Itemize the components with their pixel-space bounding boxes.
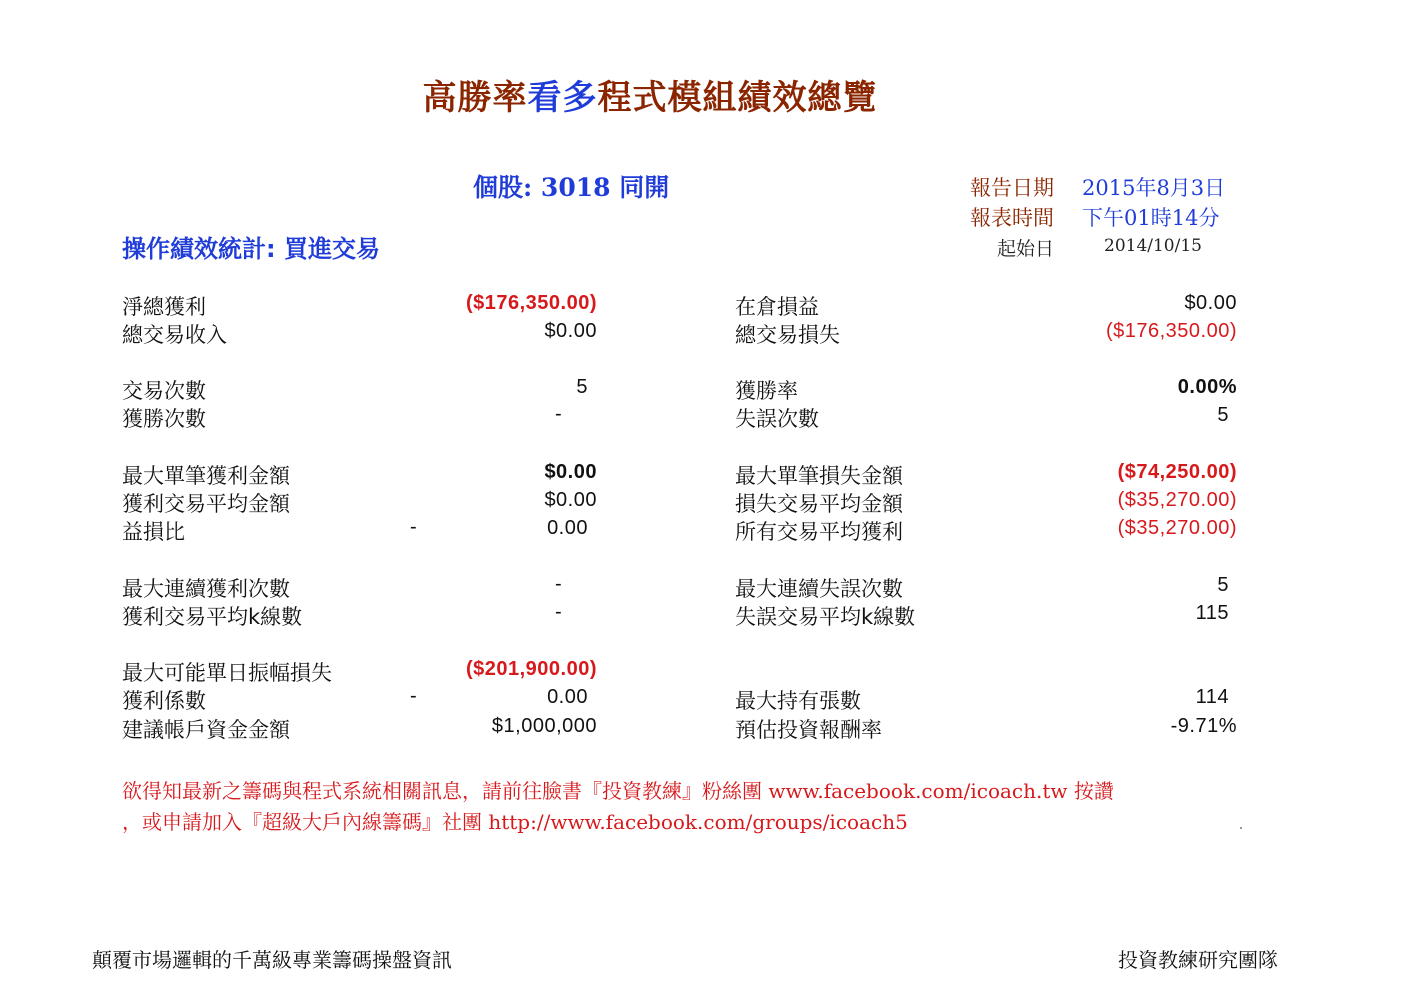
- stat-value-max-single-loss: ($74,250.00): [1117, 461, 1237, 483]
- stat-label-loss-count: 失誤次數: [735, 407, 819, 431]
- stat-label-avg-loss: 損失交易平均金額: [735, 492, 903, 516]
- stat-label-open-pnl: 在倉損益: [735, 295, 819, 319]
- title-part-1: 高勝率: [422, 78, 528, 118]
- stat-prefix-profit-factor: -: [410, 685, 417, 707]
- stat-value-win-rate: 0.00%: [1177, 376, 1237, 398]
- facebook-note-line-2: ，或申請加入『超級大戶內線籌碼』社團 http://www.facebook.com/groups/icoach5: [122, 810, 908, 834]
- stat-value-profit-factor: 0.00: [547, 686, 588, 708]
- stat-label-trade-count: 交易次數: [122, 379, 206, 403]
- stat-label-win-count: 獲勝次數: [122, 407, 206, 431]
- stat-value-profit-loss-ratio: 0.00: [547, 517, 588, 539]
- stat-value-total-loss: ($176,350.00): [1105, 320, 1237, 342]
- stat-value-max-consecutive-losses: 5: [1217, 574, 1229, 596]
- stat-label-win-rate: 獲勝率: [735, 379, 798, 403]
- stat-value-estimated-roi: -9.71%: [1170, 715, 1237, 737]
- stat-label-max-single-profit: 最大單筆獲利金額: [122, 464, 290, 488]
- stat-label-avg-win-bars: 獲利交易平均k線數: [122, 605, 303, 629]
- footer-slogan: 顛覆市場邏輯的千萬級專業籌碼操盤資訊: [92, 948, 452, 972]
- stat-value-suggested-capital: $1,000,000: [491, 715, 597, 737]
- stat-value-avg-loss-bars: 115: [1195, 602, 1229, 624]
- stat-label-profit-loss-ratio: 益損比: [122, 520, 185, 544]
- stat-label-total-loss: 總交易損失: [735, 323, 840, 347]
- stat-label-max-single-loss: 最大單筆損失金額: [735, 464, 903, 488]
- stat-label-max-consecutive-losses: 最大連續失誤次數: [735, 577, 903, 601]
- stat-label-max-daily-swing-loss: 最大可能單日振幅損失: [122, 661, 332, 685]
- stat-value-net-profit: ($176,350.00): [465, 292, 597, 314]
- stat-value-max-holding: 114: [1195, 686, 1229, 708]
- stat-value-loss-count: 5: [1217, 404, 1229, 426]
- stat-label-total-income: 總交易收入: [122, 323, 227, 347]
- stat-label-suggested-capital: 建議帳戶資金金額: [122, 718, 290, 742]
- stat-value-win-count: -: [555, 403, 562, 425]
- report-date-label: 報告日期: [970, 176, 1054, 200]
- start-date-value: 2014/10/15: [1104, 236, 1202, 256]
- stat-value-avg-loss: ($35,270.00): [1117, 489, 1237, 511]
- stat-label-avg-profit: 獲利交易平均金額: [122, 492, 290, 516]
- stat-value-trade-count: 5: [576, 376, 588, 398]
- stat-value-avg-profit: $0.00: [544, 489, 597, 511]
- stat-label-net-profit: 淨總獲利: [122, 295, 206, 319]
- decorative-dot: [1240, 827, 1242, 829]
- stat-value-max-single-profit: $0.00: [544, 461, 597, 483]
- title-part-2: 看多: [527, 78, 598, 118]
- stat-label-avg-trade-profit: 所有交易平均獲利: [735, 520, 903, 544]
- stat-value-max-daily-swing-loss: ($201,900.00): [465, 658, 597, 680]
- stat-value-avg-win-bars: -: [555, 601, 562, 623]
- start-date-label: 起始日: [996, 238, 1054, 260]
- title-part-3: 程式模組績效總覽: [597, 78, 878, 118]
- stat-value-max-consecutive-wins: -: [555, 573, 562, 595]
- stat-prefix-profit-loss-ratio: -: [410, 516, 417, 538]
- stat-label-max-consecutive-wins: 最大連續獲利次數: [122, 577, 290, 601]
- stat-label-profit-factor: 獲利係數: [122, 689, 206, 713]
- stock-label: 個股: 3018 同開: [473, 173, 670, 202]
- section-label: 操作績效統計: 買進交易: [122, 235, 380, 263]
- report-time-value: 下午01時14分: [1082, 206, 1220, 230]
- report-time-label: 報表時間: [970, 206, 1054, 230]
- stat-value-open-pnl: $0.00: [1184, 292, 1237, 314]
- page-title: [0, 70, 1300, 119]
- stat-value-total-income: $0.00: [544, 320, 597, 342]
- stat-label-avg-loss-bars: 失誤交易平均k線數: [735, 605, 916, 629]
- stat-value-avg-trade-profit: ($35,270.00): [1117, 517, 1237, 539]
- footer-team: 投資教練研究團隊: [1118, 948, 1278, 972]
- facebook-note-line-1: 欲得知最新之籌碼與程式系統相關訊息，請前往臉書『投資教練』粉絲團 www.facebook.com/icoach.tw 按讚: [122, 779, 1114, 803]
- report-date-value: 2015年8月3日: [1082, 176, 1226, 200]
- stat-label-max-holding: 最大持有張數: [735, 689, 861, 713]
- stat-label-estimated-roi: 預估投資報酬率: [735, 718, 882, 742]
